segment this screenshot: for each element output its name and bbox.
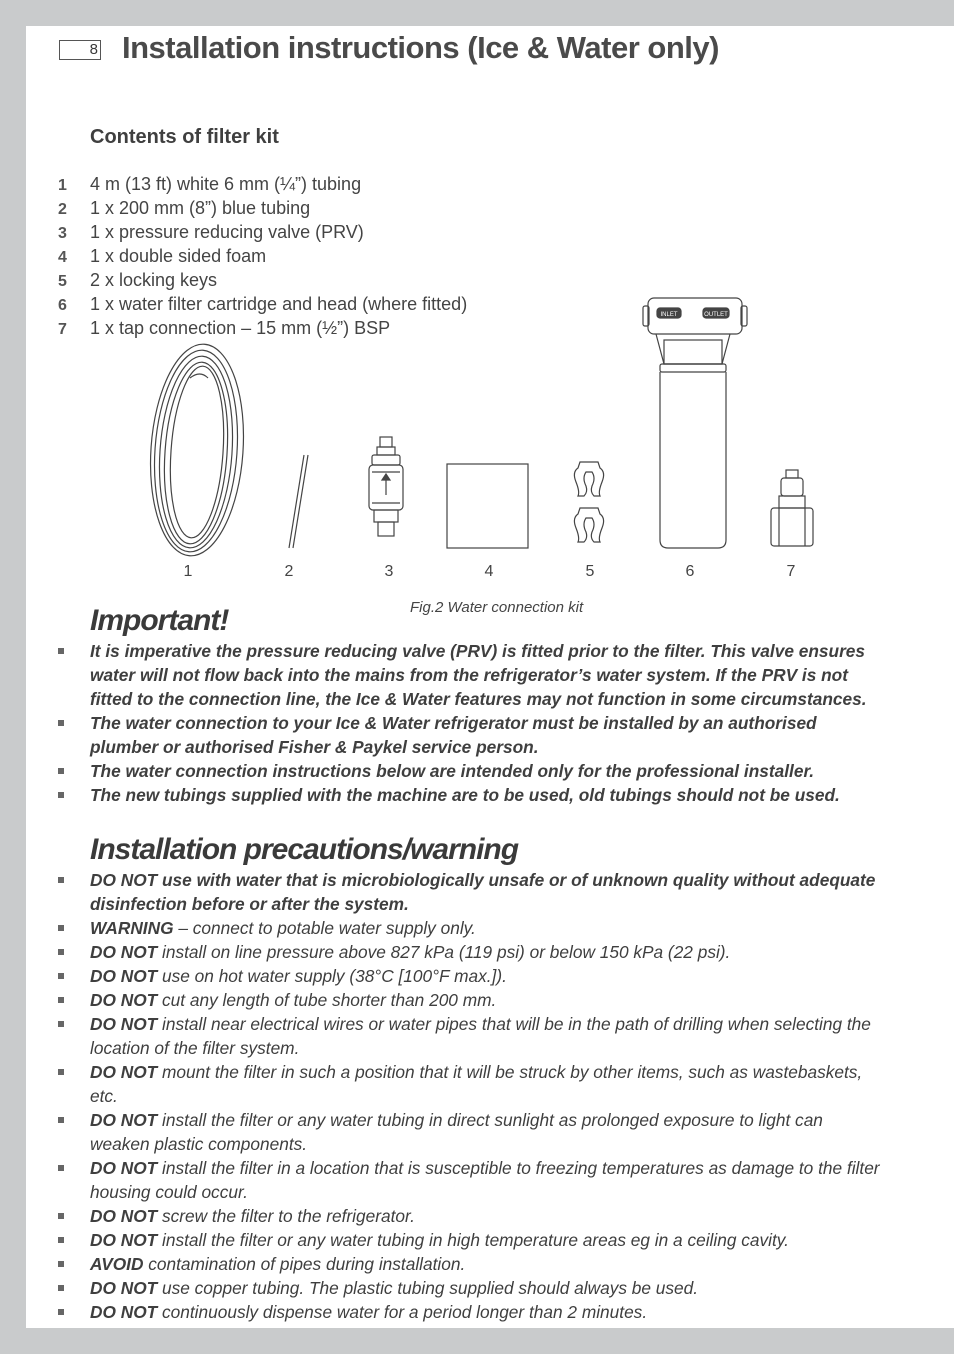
list-item xyxy=(58,244,467,268)
bullet-icon xyxy=(58,792,64,798)
bullet-icon xyxy=(58,720,64,726)
list-item xyxy=(56,1012,886,1060)
locking-keys-icon xyxy=(574,462,603,542)
bullet-lead: DO NOT xyxy=(90,1110,158,1130)
list-item xyxy=(56,1300,886,1324)
bullet-text: use copper tubing. The plastic tubing supplied should always be used. xyxy=(157,1278,699,1298)
list-item xyxy=(56,711,886,759)
item-number: 5 xyxy=(58,273,67,290)
bullet-text: screw the filter to the refrigerator. xyxy=(157,1206,415,1226)
item-number: 4 xyxy=(58,249,67,266)
bullet-text: cut any length of tube shorter than 200 mm. xyxy=(157,990,497,1010)
list-item xyxy=(56,1228,886,1252)
figure-label-6: 6 xyxy=(685,563,695,580)
inlet-label: INLET xyxy=(660,312,678,318)
bullet-lead: DO NOT xyxy=(90,1158,158,1178)
bullet-icon xyxy=(58,768,64,774)
list-item xyxy=(56,1108,886,1156)
list-item xyxy=(56,964,886,988)
outlet-label: OUTLET xyxy=(704,312,728,318)
bullet-icon xyxy=(58,1069,64,1075)
bullet-icon xyxy=(58,1213,64,1219)
item-text: 1 x double sided foam xyxy=(90,246,267,266)
bullet-lead: DO NOT xyxy=(90,1014,158,1034)
bullet-lead: DO NOT xyxy=(90,1062,158,1082)
bullet-icon xyxy=(58,949,64,955)
item-text: 1 x tap connection – 15 mm (½”) BSP xyxy=(90,318,391,338)
bullet-icon xyxy=(58,648,64,654)
bullet-text: install the filter in a location that is susceptible to freezing temperatures as damage to the filter housing could occur. xyxy=(90,1158,880,1202)
list-item xyxy=(58,172,467,196)
bullet-icon xyxy=(58,1021,64,1027)
precautions-list xyxy=(56,868,886,1324)
bullet-icon xyxy=(58,1237,64,1243)
figure-label-5: 5 xyxy=(585,563,595,580)
list-item xyxy=(58,268,467,292)
important-list xyxy=(56,639,886,807)
bullet-lead: DO NOT xyxy=(90,1230,158,1250)
list-item xyxy=(58,196,467,220)
bullet-lead: DO NOT use with water that is microbiologically unsafe or of unknown quality without adequate disinfection before or after the system. xyxy=(90,870,876,914)
bullet-text: continuously dispense water for a period longer than 2 minutes. xyxy=(157,1302,648,1322)
double-sided-foam-icon xyxy=(447,464,528,548)
bullet-icon xyxy=(58,1165,64,1171)
item-number: 6 xyxy=(58,297,67,314)
bullet-lead: DO NOT xyxy=(90,942,158,962)
list-item xyxy=(56,1252,886,1276)
water-kit-illustration xyxy=(120,290,840,590)
list-item xyxy=(56,759,886,783)
item-text: 1 x 200 mm (8”) blue tubing xyxy=(90,198,311,218)
page-number: 8 xyxy=(59,40,101,60)
bullet-text: The new tubings supplied with the machine are to be used, old tubings should not be used. xyxy=(90,785,840,805)
bullet-icon xyxy=(58,925,64,931)
list-item xyxy=(56,1156,886,1204)
bullet-text: It is imperative the pressure reducing valve (PRV) is fitted prior to the filter. This valve ensures water will not flow back into the mains from the refrigerator’s water system. If the PRV is not fitted to the connection line, the Ice & Water features may not function in some circumstances. xyxy=(90,641,867,709)
list-item xyxy=(56,940,886,964)
list-item xyxy=(56,1060,886,1108)
figure-label-7: 7 xyxy=(786,563,796,580)
figure-label-1: 1 xyxy=(183,563,193,580)
contents-heading: Contents of filter kit xyxy=(90,126,279,148)
figure-label-3: 3 xyxy=(384,563,394,580)
list-item xyxy=(56,868,886,916)
figure-caption: Fig.2 Water connection kit xyxy=(410,599,584,616)
bullet-lead: DO NOT xyxy=(90,1278,158,1298)
bullet-icon xyxy=(58,877,64,883)
bullet-lead: DO NOT xyxy=(90,966,158,986)
figure-label-2: 2 xyxy=(284,563,294,580)
bullet-icon xyxy=(58,1261,64,1267)
coiled-tubing-icon xyxy=(144,341,251,559)
item-number: 2 xyxy=(58,201,67,218)
list-item xyxy=(56,916,886,940)
bullet-text: install on line pressure above 827 kPa (119 psi) or below 150 kPa (22 psi). xyxy=(157,942,731,962)
bullet-lead: DO NOT xyxy=(90,1206,158,1226)
bullet-text: install the filter or any water tubing in direct sunlight as prolonged exposure to light can weaken plastic components. xyxy=(90,1110,823,1154)
tap-connection-icon xyxy=(771,470,813,546)
pressure-reducing-valve-icon xyxy=(369,437,403,536)
list-item xyxy=(56,988,886,1012)
water-filter-icon xyxy=(643,298,747,548)
bullet-icon xyxy=(58,997,64,1003)
bullet-text: install the filter or any water tubing in high temperature areas eg in a ceiling cavity. xyxy=(157,1230,789,1250)
item-text: 1 x pressure reducing valve (PRV) xyxy=(90,222,364,242)
bullet-text: contamination of pipes during installation. xyxy=(143,1254,466,1274)
bullet-lead: AVOID xyxy=(90,1254,144,1274)
item-text: 2 x locking keys xyxy=(90,270,218,290)
item-number: 3 xyxy=(58,225,67,242)
page-title: Installation instructions (Ice & Water only) xyxy=(122,30,719,65)
item-text: 1 x water filter cartridge and head (where fitted) xyxy=(90,294,468,314)
list-item xyxy=(56,1204,886,1228)
blue-tubing-icon xyxy=(289,455,308,548)
bullet-icon xyxy=(58,1117,64,1123)
bullet-text: mount the filter in such a position that it will be struck by other items, such as wastebaskets, etc. xyxy=(90,1062,863,1106)
bullet-icon xyxy=(58,1285,64,1291)
item-number: 1 xyxy=(58,177,67,194)
precautions-heading: Installation precautions/warning xyxy=(90,833,519,866)
bullet-lead: DO NOT xyxy=(90,990,158,1010)
bullet-icon xyxy=(58,973,64,979)
important-heading: Important! xyxy=(90,604,229,637)
list-item xyxy=(56,783,886,807)
bullet-icon xyxy=(58,1309,64,1315)
bullet-text: install near electrical wires or water pipes that will be in the path of drilling when selecting the location of the filter system. xyxy=(90,1014,871,1058)
item-number: 7 xyxy=(58,321,67,338)
figure-label-4: 4 xyxy=(484,563,494,580)
bullet-text: The water connection instructions below are intended only for the professional installer. xyxy=(90,761,815,781)
list-item xyxy=(56,1276,886,1300)
bullet-text: use on hot water supply (38°C [100°F max.]). xyxy=(157,966,507,986)
bullet-text: – connect to potable water supply only. xyxy=(173,918,476,938)
bullet-lead: DO NOT xyxy=(90,1302,158,1322)
bullet-lead: WARNING xyxy=(90,918,174,938)
list-item xyxy=(58,220,467,244)
list-item xyxy=(56,639,886,711)
item-text: 4 m (13 ft) white 6 mm (¼”) tubing xyxy=(90,174,362,194)
bullet-text: The water connection to your Ice & Water refrigerator must be installed by an authorised plumber or authorised Fisher & Paykel service person. xyxy=(90,713,817,757)
